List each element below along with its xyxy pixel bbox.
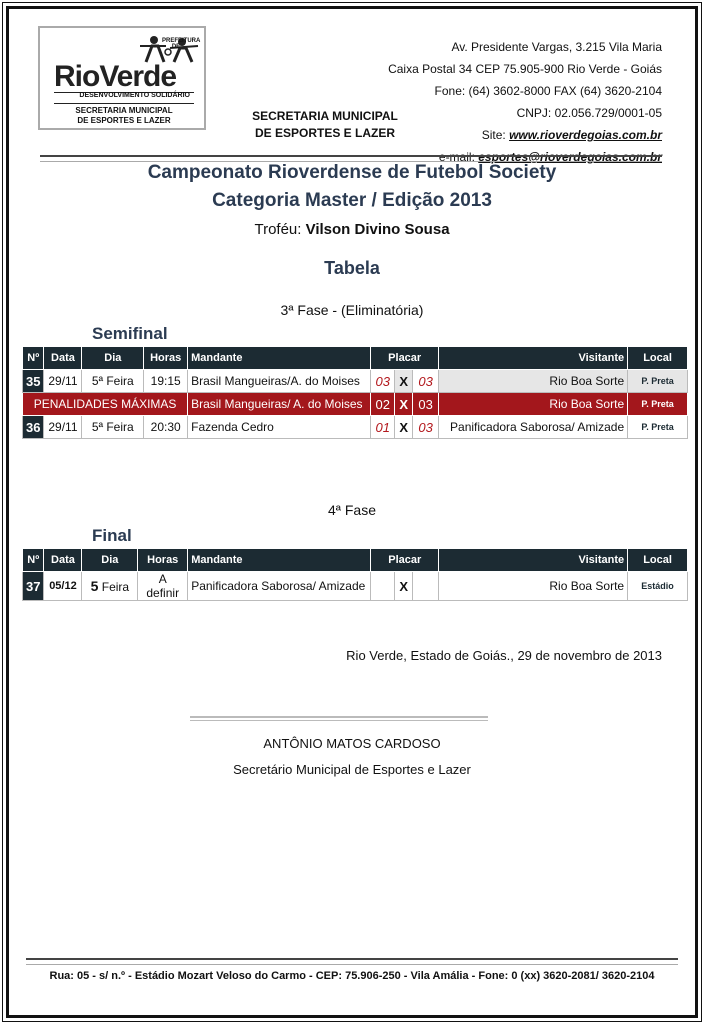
table-row [23, 370, 688, 393]
score-separator: X [395, 393, 413, 416]
match-date: 05/12 [44, 572, 82, 601]
home-team: Fazenda Cedro [188, 416, 371, 439]
col-mandante: Mandante [188, 549, 371, 572]
logo-wordmark: RioVerde [54, 60, 177, 93]
venue: P. Preta [628, 416, 688, 439]
penalty-label: PENALIDADES MÁXIMAS [23, 393, 188, 416]
category-title: Categoria Master / Edição 2013 [212, 190, 492, 211]
away-team: Rio Boa Sorte [439, 393, 628, 416]
email-link[interactable]: esportes@rioverdegoias.com.br [478, 150, 662, 164]
col-data: Data [44, 347, 82, 370]
venue: Estádio [628, 572, 688, 601]
col-visitante: Visitante [439, 549, 628, 572]
home-team: Brasil Mangueiras/ A. do Moises [188, 393, 371, 416]
cnpj-line: CNPJ: 02.056.729/0001-05 [516, 106, 662, 120]
final-heading: Final [92, 526, 132, 545]
score-separator: X [395, 370, 413, 393]
table-row [23, 416, 688, 439]
match-number: 37 [23, 572, 44, 601]
contact-block [388, 36, 662, 168]
match-number: 36 [23, 416, 44, 439]
table-row [23, 572, 688, 601]
footer-address: Rua: 05 - s/ n.º - Estádio Mozart Veloso do Carmo - CEP: 75.906-250 - Vila Amália - Fone: 0 (xx) 3620-2081/ 3620-2104 [49, 970, 655, 982]
away-score [413, 572, 439, 601]
table-header-row [23, 549, 688, 572]
home-score: 01 [371, 416, 395, 439]
footer-divider [26, 958, 678, 965]
away-score: 03 [413, 393, 439, 416]
signatory-name: ANTÔNIO MATOS CARDOSO [263, 736, 441, 751]
championship-title: Campeonato Rioverdense de Futebol Society [147, 162, 557, 183]
home-score: 03 [371, 370, 395, 393]
venue: P. Preta [628, 393, 688, 416]
phone-line: Fone: (64) 3602-8000 FAX (64) 3620-2104 [434, 84, 662, 98]
col-local: Local [628, 347, 688, 370]
rio-verde-logo [38, 26, 206, 130]
site-link[interactable]: www.rioverdegoias.com.br [509, 128, 662, 142]
table-header-row [23, 347, 688, 370]
logo-prefeitura-text: PREFEITURA DE [162, 38, 201, 50]
trophy-title: Troféu: Vilson Divino Sousa [254, 221, 450, 238]
address-line-1: Av. Presidente Vargas, 3.215 Vila Maria [451, 40, 662, 54]
place-date: Rio Verde, Estado de Goiás., 29 de novembro de 2013 [346, 648, 662, 663]
col-visitante: Visitante [439, 347, 628, 370]
col-placar: Placar [371, 549, 439, 572]
col-mandante: Mandante [188, 347, 371, 370]
secretaria-heading: SECRETARIA MUNICIPAL DE ESPORTES E LAZER [252, 109, 398, 140]
header-divider [40, 155, 662, 162]
home-team: Panificadora Saborosa/ Amizade [188, 572, 371, 601]
col-placar: Placar [371, 347, 439, 370]
away-team: Rio Boa Sorte [439, 572, 628, 601]
match-day: 5 Feira [82, 572, 138, 601]
match-date: 29/11 [44, 370, 82, 393]
phase3-label: 3ª Fase - (Eliminatória) [280, 302, 424, 318]
venue: P. Preta [628, 370, 688, 393]
address-line-2: Caixa Postal 34 CEP 75.905-900 Rio Verde - Goiás [388, 62, 662, 76]
logo-secretaria: SECRETARIA MUNICIPAL DE ESPORTES E LAZER [75, 106, 173, 125]
table-title: Tabela [324, 258, 380, 278]
home-team: Brasil Mangueiras/A. do Moises [188, 370, 371, 393]
phase4-label: 4ª Fase [328, 502, 376, 518]
match-date: 29/11 [44, 416, 82, 439]
penalty-row [23, 393, 688, 416]
logo-tagline: DESENVOLVIMENTO SOLIDÁRIO [79, 92, 190, 99]
col-horas: Horas [144, 347, 188, 370]
signatory-role: Secretário Municipal de Esportes e Lazer [233, 762, 471, 777]
signature-line [190, 716, 488, 721]
col-num: Nº [23, 347, 44, 370]
score-separator: X [395, 572, 413, 601]
semifinal-heading: Semifinal [92, 324, 168, 343]
col-local: Local [628, 549, 688, 572]
match-time: 19:15 [144, 370, 188, 393]
email-line: e-mail: esportes@rioverdegoias.com.br [438, 150, 662, 164]
final-table [22, 548, 688, 601]
col-dia: Dia [82, 347, 144, 370]
match-number: 35 [23, 370, 44, 393]
col-data: Data [44, 549, 82, 572]
match-time: A definir [138, 572, 188, 601]
match-day: 5ª Feira [82, 370, 144, 393]
site-line: Site: www.rioverdegoias.com.br [481, 128, 662, 142]
match-day: 5ª Feira [82, 416, 144, 439]
col-num: Nº [23, 549, 44, 572]
away-score: 03 [413, 416, 439, 439]
home-score: 02 [371, 393, 395, 416]
away-team: Panificadora Saborosa/ Amizade [439, 416, 628, 439]
away-score: 03 [413, 370, 439, 393]
col-horas: Horas [138, 549, 188, 572]
score-separator: X [395, 416, 413, 439]
home-score [371, 572, 395, 601]
away-team: Rio Boa Sorte [439, 370, 628, 393]
col-dia: Dia [82, 549, 138, 572]
match-time: 20:30 [144, 416, 188, 439]
semifinal-table [22, 346, 688, 439]
